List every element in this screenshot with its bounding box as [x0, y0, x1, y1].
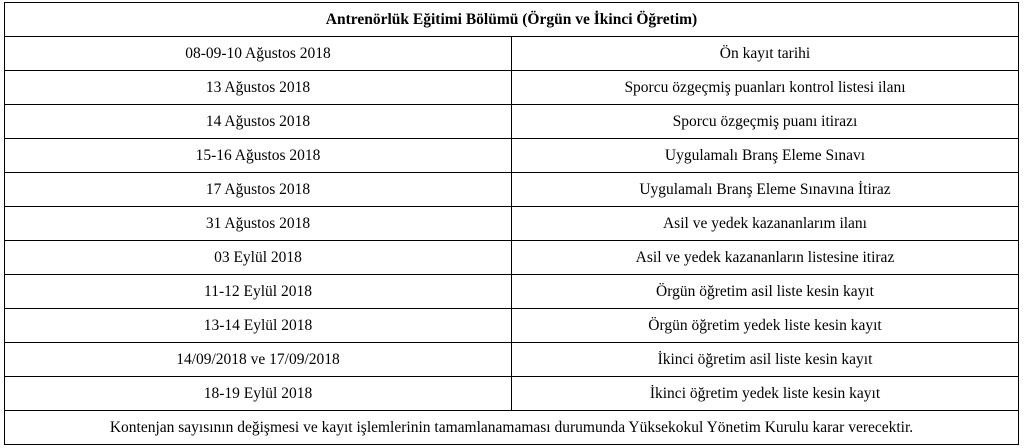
table-row [5, 343, 1019, 377]
schedule-table-container [4, 2, 1019, 445]
date-cell: 18-19 Eylül 2018 [5, 377, 512, 411]
event-cell: İkinci öğretim asil liste kesin kayıt [512, 343, 1019, 377]
table-row [5, 241, 1019, 275]
table-row [5, 377, 1019, 411]
date-cell: 13 Ağustos 2018 [5, 71, 512, 105]
date-cell: 15-16 Ağustos 2018 [5, 139, 512, 173]
event-cell: Asil ve yedek kazananlarım ilanı [512, 207, 1019, 241]
schedule-table [4, 2, 1019, 445]
date-cell: 03 Eylül 2018 [5, 241, 512, 275]
date-cell: 08-09-10 Ağustos 2018 [5, 37, 512, 71]
date-cell: 14 Ağustos 2018 [5, 105, 512, 139]
table-row [5, 275, 1019, 309]
event-cell: Uygulamalı Branş Eleme Sınavı [512, 139, 1019, 173]
table-row [5, 37, 1019, 71]
event-cell: Sporcu özgeçmiş puanı itirazı [512, 105, 1019, 139]
table-footer-row [5, 411, 1019, 445]
date-cell: 13-14 Eylül 2018 [5, 309, 512, 343]
table-row [5, 71, 1019, 105]
event-cell: Ön kayıt tarihi [512, 37, 1019, 71]
event-cell: Asil ve yedek kazananların listesine itiraz [512, 241, 1019, 275]
footer-note: Kontenjan sayısının değişmesi ve kayıt işlemlerinin tamamlanamaması durumunda Yüksekokul Yönetim Kurulu karar verecektir. [5, 411, 1019, 445]
event-cell: Sporcu özgeçmiş puanları kontrol listesi ilanı [512, 71, 1019, 105]
event-cell: Örgün öğretim asil liste kesin kayıt [512, 275, 1019, 309]
table-row [5, 105, 1019, 139]
date-cell: 11-12 Eylül 2018 [5, 275, 512, 309]
table-row [5, 207, 1019, 241]
event-cell: İkinci öğretim yedek liste kesin kayıt [512, 377, 1019, 411]
table-header-row [5, 3, 1019, 37]
event-cell: Uygulamalı Branş Eleme Sınavına İtiraz [512, 173, 1019, 207]
event-cell: Örgün öğretim yedek liste kesin kayıt [512, 309, 1019, 343]
date-cell: 17 Ağustos 2018 [5, 173, 512, 207]
table-row [5, 173, 1019, 207]
table-row [5, 309, 1019, 343]
date-cell: 31 Ağustos 2018 [5, 207, 512, 241]
table-row [5, 139, 1019, 173]
table-title: Antrenörlük Eğitimi Bölümü (Örgün ve İkinci Öğretim) [5, 3, 1019, 37]
date-cell: 14/09/2018 ve 17/09/2018 [5, 343, 512, 377]
